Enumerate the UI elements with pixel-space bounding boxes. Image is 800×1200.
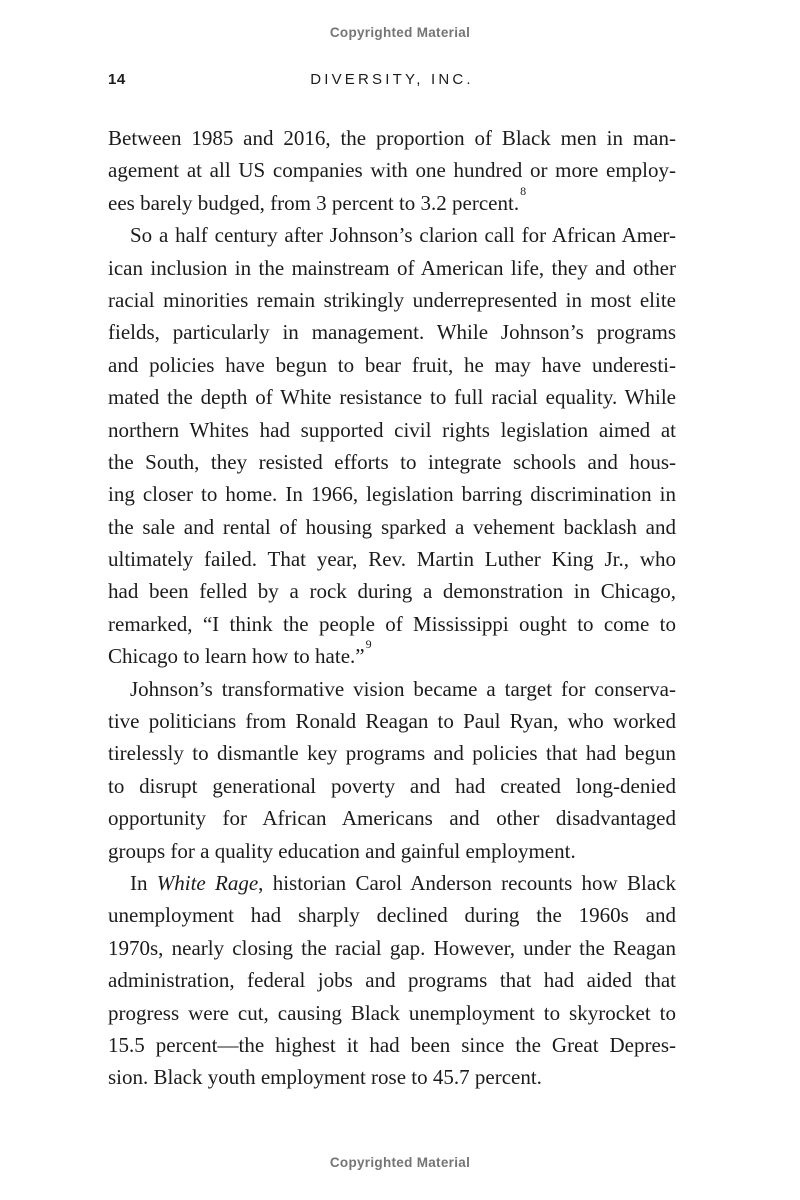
page-header: [108, 71, 676, 89]
text-segment: the South, they resisted efforts to integrate schools and hous-: [108, 449, 676, 474]
text-segment: ees barely budged, from 3 percent to 3.2 percent.: [108, 190, 520, 215]
text-segment: White Rage: [156, 870, 259, 895]
text-line: [108, 219, 676, 251]
copyright-notice-top: Copyrighted Material: [329, 25, 471, 40]
text-line: [108, 802, 676, 834]
footnote-reference: 9: [365, 637, 372, 652]
text-segment: ing closer to home. In 1966, legislation barring discrimination in: [108, 482, 676, 507]
text-line: [108, 932, 676, 964]
text-segment: remarked, “I think the people of Mississippi ought to come to: [108, 611, 676, 636]
text-line: [108, 705, 676, 737]
text-line: [108, 381, 676, 413]
text-line: [108, 867, 676, 899]
text-segment: had been felled by a rock during a demonstration in Chicago,: [108, 579, 676, 604]
text-segment: and policies have begun to bear fruit, he may have underesti-: [108, 352, 676, 377]
page-number: 14: [108, 71, 126, 88]
text-line: [108, 997, 676, 1029]
text-segment: So a half century after Johnson’s clarion call for African Amer-: [130, 223, 676, 248]
body-text: [108, 122, 676, 1094]
text-line: [108, 899, 676, 931]
text-segment: agement at all US companies with one hundred or more employ-: [108, 158, 676, 183]
text-segment: Between 1985 and 2016, the proportion of Black men in man-: [108, 126, 676, 150]
text-line: [108, 673, 676, 705]
text-line: [108, 770, 676, 802]
text-line: [108, 183, 676, 219]
text-line: [108, 575, 676, 607]
copyright-notice-bottom: Copyrighted Material: [329, 1155, 471, 1170]
text-segment: opportunity for African Americans and other disadvantaged: [108, 806, 676, 831]
text-segment: administration, federal jobs and programs that had aided that: [108, 968, 676, 993]
text-line: [108, 637, 676, 672]
text-segment: tive politicians from Ronald Reagan to Paul Ryan, who worked: [108, 709, 676, 734]
text-segment: 15.5 percent—the highest it had been since the Great Depres-: [108, 1032, 676, 1057]
text-line: [108, 543, 676, 575]
text-segment: the sale and rental of housing sparked a vehement backlash and: [108, 514, 676, 539]
text-line: [108, 964, 676, 996]
text-line: [108, 511, 676, 543]
text-segment: In: [130, 870, 157, 895]
text-segment: sion. Black youth employment rose to 45.7 percent.: [108, 1065, 542, 1090]
text-segment: unemployment had sharply declined during the 1960s and: [108, 903, 676, 928]
text-line: [108, 446, 676, 478]
text-segment: tirelessly to dismantle key programs and policies that had begun: [108, 741, 676, 766]
text-segment: to disrupt generational poverty and had created long-denied: [108, 773, 676, 798]
text-line: [108, 122, 676, 154]
text-line: [108, 414, 676, 446]
text-line: [108, 252, 676, 284]
text-segment: Johnson’s transformative vision became a target for conserva-: [130, 676, 676, 701]
text-segment: fields, particularly in management. While Johnson’s programs: [108, 320, 676, 345]
text-segment: , historian Carol Anderson recounts how Black: [258, 870, 676, 895]
text-segment: progress were cut, causing Black unemployment to skyrocket to: [108, 1000, 676, 1025]
text-segment: 1970s, nearly closing the racial gap. However, under the Reagan: [108, 935, 676, 960]
running-title: DIVERSITY, INC.: [310, 71, 474, 88]
text-line: [108, 1061, 676, 1093]
text-line: [108, 349, 676, 381]
text-segment: ultimately failed. That year, Rev. Martin Luther King Jr., who: [108, 547, 676, 572]
text-line: [108, 608, 676, 640]
text-segment: Chicago to learn how to hate.”: [108, 644, 365, 669]
text-segment: ican inclusion in the mainstream of American life, they and other: [108, 255, 676, 280]
text-segment: northern Whites had supported civil rights legislation aimed at: [108, 417, 676, 442]
text-line: [108, 737, 676, 769]
text-segment: mated the depth of White resistance to full racial equality. While: [108, 385, 676, 410]
text-line: [108, 835, 676, 867]
text-line: [108, 478, 676, 510]
text-line: [108, 284, 676, 316]
text-line: [108, 154, 676, 186]
footnote-reference: 8: [520, 183, 527, 198]
text-segment: racial minorities remain strikingly underrepresented in most elite: [108, 287, 676, 312]
text-segment: groups for a quality education and gainful employment.: [108, 838, 576, 863]
text-line: [108, 316, 676, 348]
text-line: [108, 1029, 676, 1061]
